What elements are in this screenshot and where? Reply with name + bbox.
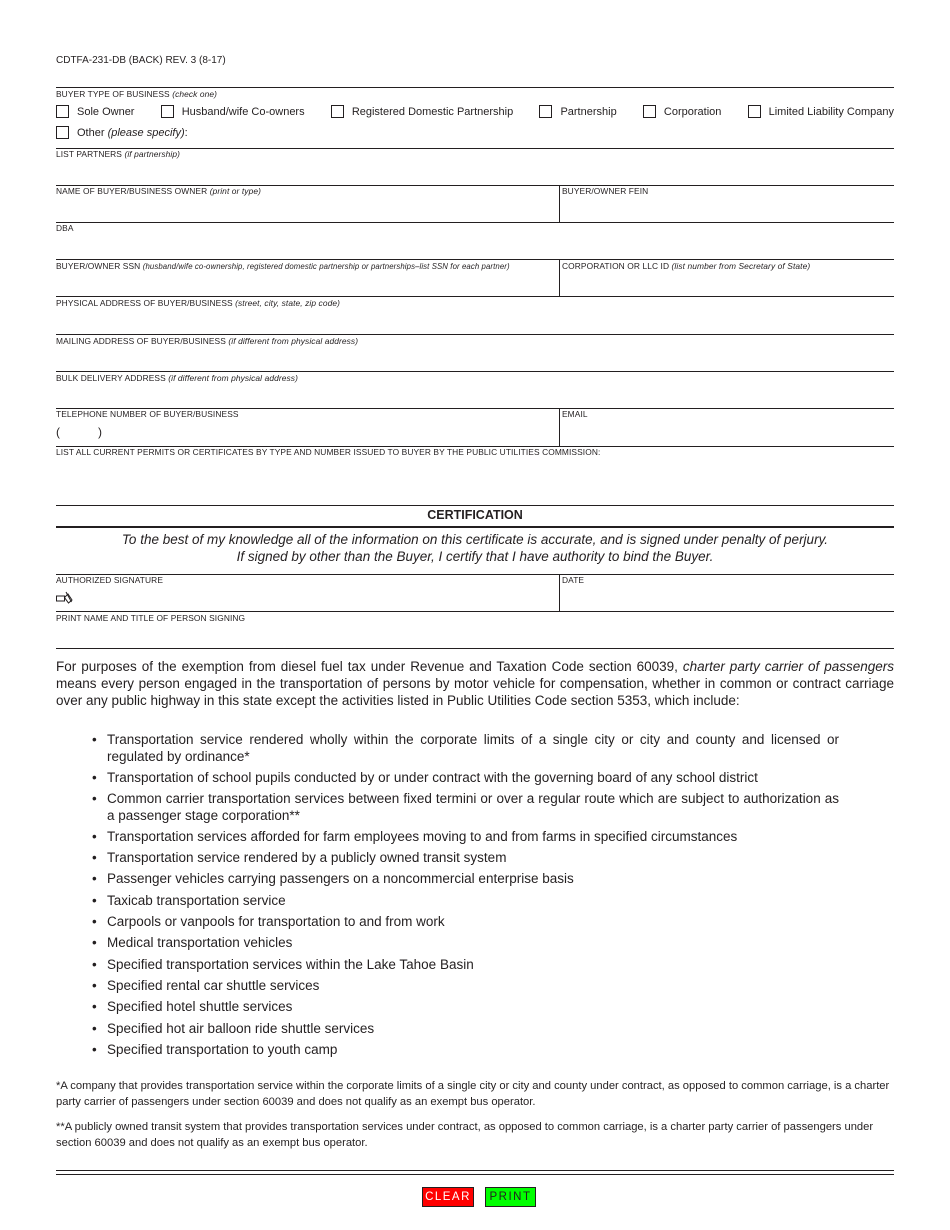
checkbox-llc[interactable]	[748, 105, 894, 118]
physical-address-label-text: PHYSICAL ADDRESS OF BUYER/BUSINESS	[56, 298, 233, 308]
certification-line-1: To the best of my knowledge all of the information on this certificate is accurate, and is signed under penalty of perjury.	[121, 532, 829, 547]
certification-text	[56, 531, 894, 565]
divider	[56, 648, 894, 649]
list-item: • Medical transportation vehicles	[107, 935, 839, 952]
buyer-name-label	[56, 186, 261, 196]
footnote-2: **A publicly owned transit system that provides transportation services under contract, as opposed to common carriage, is a charter party carrier of passengers under section 60039 and does not qualify as an exempt bus operator.	[56, 1121, 874, 1149]
checkbox-box[interactable]	[748, 105, 761, 118]
checkbox-box[interactable]	[161, 105, 174, 118]
mailing-address-note: (if different from physical address)	[228, 336, 359, 346]
list-item: • Carpools or vanpools for transportation to and from work	[107, 914, 839, 931]
certification-line-2: If signed by other than the Buyer, I certify that I have authority to bind the Buyer.	[236, 549, 714, 564]
divider	[56, 296, 894, 297]
list-partners-label-text: LIST PARTNERS	[56, 149, 122, 159]
print-name-label: PRINT NAME AND TITLE OF PERSON SIGNING	[56, 613, 246, 623]
list-item: • Specified hotel shuttle services	[107, 999, 839, 1016]
list-item: • Specified transportation services within the Lake Tahoe Basin	[107, 957, 839, 974]
open-paren: (	[56, 425, 60, 439]
telephone-label: TELEPHONE NUMBER OF BUYER/BUSINESS	[56, 409, 239, 419]
divider	[56, 259, 894, 260]
checkbox-label: Partnership	[560, 105, 617, 118]
intro-italic: charter party carrier of passengers	[682, 659, 894, 674]
close-paren: )	[98, 425, 102, 439]
mailing-address-label-text: MAILING ADDRESS OF BUYER/BUSINESS	[56, 336, 226, 346]
list-item: • Transportation service rendered by a publicly owned transit system	[107, 850, 839, 867]
footnote-1: *A company that provides transportation service within the corporate limits of a single city or city and county under contract, as opposed to common carriage, is a charter party carrier of passengers under section 60039 and does not qualify as an exempt bus operator.	[56, 1080, 890, 1108]
other-colon: :	[184, 126, 188, 139]
mailing-address-label	[56, 336, 358, 346]
checkbox-label: Corporation	[663, 105, 722, 118]
email-label: EMAIL	[562, 409, 588, 419]
divider	[559, 259, 560, 296]
list-item: • Transportation services afforded for farm employees moving to and from farms in specified circumstances	[107, 829, 839, 846]
fein-label: BUYER/OWNER FEIN	[562, 186, 649, 196]
divider	[559, 185, 560, 222]
buyer-type-options	[56, 105, 894, 118]
physical-address-note: (street, city, state, zip code)	[235, 298, 340, 308]
corp-id-note: (list number from Secretary of State)	[671, 261, 811, 271]
checkbox-label: Registered Domestic Partnership	[351, 105, 514, 118]
clear-button[interactable]: CLEAR	[422, 1187, 474, 1207]
checkbox-other[interactable]	[56, 126, 188, 139]
checkbox-label: Sole Owner	[77, 105, 135, 118]
intro-text-1: For purposes of the exemption from diesel fuel tax under Revenue and Taxation Code section 60039,	[56, 659, 678, 674]
intro-text-2: means every person engaged in the transportation of persons by motor vehicle for compensation, whether in common or contract carriage over any public highway in this state except the activities listed in Public Utilities Code section 5353, which include:	[56, 676, 894, 708]
list-item: • Passenger vehicles carrying passengers on a noncommercial enterprise basis	[107, 871, 839, 888]
divider	[56, 505, 894, 506]
form-id: CDTFA-231-DB (BACK) REV. 3 (8-17)	[56, 55, 226, 66]
buyer-type-note: (check one)	[172, 89, 218, 99]
buyer-name-note: (print or type)	[209, 186, 261, 196]
dba-label: DBA	[56, 223, 74, 233]
ssn-label-text: BUYER/OWNER SSN	[56, 261, 141, 271]
buyer-type-label-text: BUYER TYPE OF BUSINESS	[56, 89, 170, 99]
buyer-type-label	[56, 89, 217, 99]
pen-icon	[56, 591, 74, 604]
list-item: • Transportation of school pupils conducted by or under contract with the governing board of any school district	[107, 770, 839, 787]
print-button[interactable]: PRINT	[485, 1187, 536, 1207]
divider	[56, 87, 894, 88]
other-label	[77, 127, 188, 139]
certification-title: CERTIFICATION	[427, 508, 523, 522]
permits-label: LIST ALL CURRENT PERMITS OR CERTIFICATES BY TYPE AND NUMBER ISSUED TO BUYER BY THE PUBLIC UTILITIES COMMISSION:	[56, 447, 601, 457]
ssn-note: (husband/wife co-ownership, registered domestic partnership or partnerships–list SSN for each partner)	[142, 262, 510, 271]
list-item: • Taxicab transportation service	[107, 893, 839, 910]
checkbox-box[interactable]	[56, 105, 69, 118]
other-label-text: Other	[77, 126, 105, 139]
divider	[56, 611, 894, 612]
date-label: DATE	[562, 575, 585, 585]
corp-id-label	[562, 261, 810, 271]
list-item: • Specified transportation to youth camp	[107, 1042, 839, 1059]
divider	[56, 574, 894, 575]
divider	[56, 222, 894, 223]
checkbox-box[interactable]	[643, 105, 656, 118]
bulk-address-note: (if different from physical address)	[168, 373, 298, 383]
divider	[56, 148, 894, 149]
telephone-parens[interactable]	[56, 425, 102, 439]
list-item: • Transportation service rendered wholly within the corporate limits of a single city or city and county and licensed or regulated by ordinance*	[107, 732, 839, 765]
divider	[56, 526, 894, 528]
list-partners-label	[56, 149, 180, 159]
checkbox-partnership[interactable]	[539, 105, 616, 118]
checkbox-husband-wife[interactable]	[161, 105, 305, 118]
divider	[559, 408, 560, 446]
checkbox-label: Limited Liability Company	[768, 105, 894, 118]
checkbox-corporation[interactable]	[643, 105, 721, 118]
other-note: (please specify)	[107, 126, 185, 139]
exemption-list	[107, 732, 839, 1063]
list-item: • Specified hot air balloon ride shuttle services	[107, 1021, 839, 1038]
checkbox-box[interactable]	[56, 126, 69, 139]
checkbox-box[interactable]	[331, 105, 344, 118]
bulk-address-label	[56, 373, 298, 383]
bulk-address-label-text: BULK DELIVERY ADDRESS	[56, 373, 166, 383]
checkbox-domestic-partnership[interactable]	[331, 105, 513, 118]
physical-address-label	[56, 298, 340, 308]
checkbox-box[interactable]	[539, 105, 552, 118]
list-item: • Common carrier transportation services between fixed termini or over a regular route which are subject to authorization as a passenger stage corporation**	[107, 791, 839, 824]
divider	[56, 1174, 894, 1175]
definition-paragraph	[56, 658, 894, 709]
list-item: • Specified rental car shuttle services	[107, 978, 839, 995]
signature-label: AUTHORIZED SIGNATURE	[56, 575, 164, 585]
list-partners-note: (if partnership)	[124, 149, 181, 159]
corp-id-label-text: CORPORATION OR LLC ID	[562, 261, 670, 271]
divider	[56, 371, 894, 372]
checkbox-sole-owner[interactable]	[56, 105, 134, 118]
divider	[559, 574, 560, 611]
ssn-label	[56, 261, 510, 271]
divider	[56, 1170, 894, 1171]
buyer-name-label-text: NAME OF BUYER/BUSINESS OWNER	[56, 186, 208, 196]
divider	[56, 334, 894, 335]
checkbox-label: Husband/wife Co-owners	[181, 105, 305, 118]
